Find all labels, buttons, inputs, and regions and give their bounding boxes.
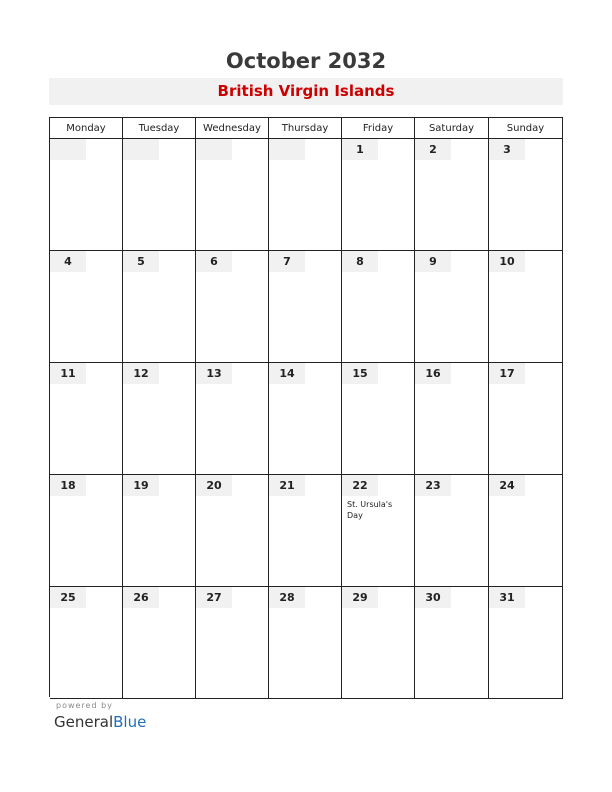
day-number: 2 xyxy=(415,139,451,160)
region-banner xyxy=(49,78,563,105)
day-cell xyxy=(269,363,342,475)
day-cell xyxy=(123,475,196,587)
day-cell xyxy=(269,587,342,699)
day-cell xyxy=(269,139,342,251)
page-title: October 2032 xyxy=(225,49,387,73)
day-cell xyxy=(489,251,563,363)
day-cell xyxy=(489,363,563,475)
region-name: British Virgin Islands xyxy=(217,82,395,100)
day-number xyxy=(269,139,305,160)
day-number: 27 xyxy=(196,587,232,608)
day-number: 4 xyxy=(50,251,86,272)
day-number: 5 xyxy=(123,251,159,272)
day-cell xyxy=(342,587,415,699)
day-number: 17 xyxy=(489,363,525,384)
day-number: 9 xyxy=(415,251,451,272)
week-row xyxy=(50,475,563,587)
day-number: 16 xyxy=(415,363,451,384)
day-cell xyxy=(342,251,415,363)
day-cell xyxy=(50,139,123,251)
week-row xyxy=(50,139,563,251)
day-cell xyxy=(50,587,123,699)
day-cell xyxy=(50,475,123,587)
day-number: 14 xyxy=(269,363,305,384)
day-number: 3 xyxy=(489,139,525,160)
day-cell xyxy=(196,363,269,475)
day-cell xyxy=(196,139,269,251)
week-row xyxy=(50,251,563,363)
weekday-label: Friday xyxy=(342,118,415,139)
day-cell xyxy=(269,475,342,587)
day-number: 8 xyxy=(342,251,378,272)
day-number xyxy=(123,139,159,160)
weekday-label: Thursday xyxy=(269,118,342,139)
brand-name-general: General xyxy=(54,713,114,731)
day-number: 10 xyxy=(489,251,525,272)
day-number: 1 xyxy=(342,139,378,160)
week-row xyxy=(50,363,563,475)
day-number: 28 xyxy=(269,587,305,608)
day-number: 11 xyxy=(50,363,86,384)
day-cell xyxy=(415,251,489,363)
day-cell xyxy=(342,475,415,587)
day-cell xyxy=(415,363,489,475)
weekday-header-row xyxy=(50,118,563,139)
day-cell xyxy=(415,139,489,251)
brand-logo xyxy=(54,712,146,732)
day-cell xyxy=(123,139,196,251)
day-number: 18 xyxy=(50,475,86,496)
brand-name-blue: Blue xyxy=(113,713,147,731)
day-cell xyxy=(196,251,269,363)
weekday-label: Monday xyxy=(50,118,123,139)
day-cell xyxy=(123,587,196,699)
day-number xyxy=(50,139,86,160)
holiday-label: St. Ursula's Day xyxy=(347,500,393,520)
day-number: 23 xyxy=(415,475,451,496)
day-cell xyxy=(50,251,123,363)
weekday-label: Saturday xyxy=(415,118,489,139)
day-number: 13 xyxy=(196,363,232,384)
day-number: 31 xyxy=(489,587,525,608)
day-cell xyxy=(269,251,342,363)
calendar-grid xyxy=(49,117,563,697)
day-cell xyxy=(196,587,269,699)
day-number: 30 xyxy=(415,587,451,608)
day-number: 21 xyxy=(269,475,305,496)
day-cell xyxy=(123,251,196,363)
day-cell xyxy=(342,139,415,251)
day-number: 22 xyxy=(342,475,378,496)
day-cell xyxy=(50,363,123,475)
day-cell xyxy=(342,363,415,475)
day-number xyxy=(196,139,232,160)
day-cell xyxy=(489,475,563,587)
powered-by-label: powered by xyxy=(56,701,113,710)
day-cell xyxy=(123,363,196,475)
day-number: 12 xyxy=(123,363,159,384)
day-number: 7 xyxy=(269,251,305,272)
day-cell xyxy=(196,475,269,587)
week-row xyxy=(50,587,563,699)
day-number: 25 xyxy=(50,587,86,608)
day-number: 20 xyxy=(196,475,232,496)
day-number: 29 xyxy=(342,587,378,608)
weekday-label: Wednesday xyxy=(196,118,269,139)
weekday-label: Tuesday xyxy=(123,118,196,139)
day-cell xyxy=(415,475,489,587)
day-number: 19 xyxy=(123,475,159,496)
day-number: 6 xyxy=(196,251,232,272)
day-number: 15 xyxy=(342,363,378,384)
day-cell xyxy=(489,139,563,251)
day-cell xyxy=(489,587,563,699)
day-number: 24 xyxy=(489,475,525,496)
day-cell xyxy=(415,587,489,699)
day-number: 26 xyxy=(123,587,159,608)
weekday-label: Sunday xyxy=(489,118,563,139)
